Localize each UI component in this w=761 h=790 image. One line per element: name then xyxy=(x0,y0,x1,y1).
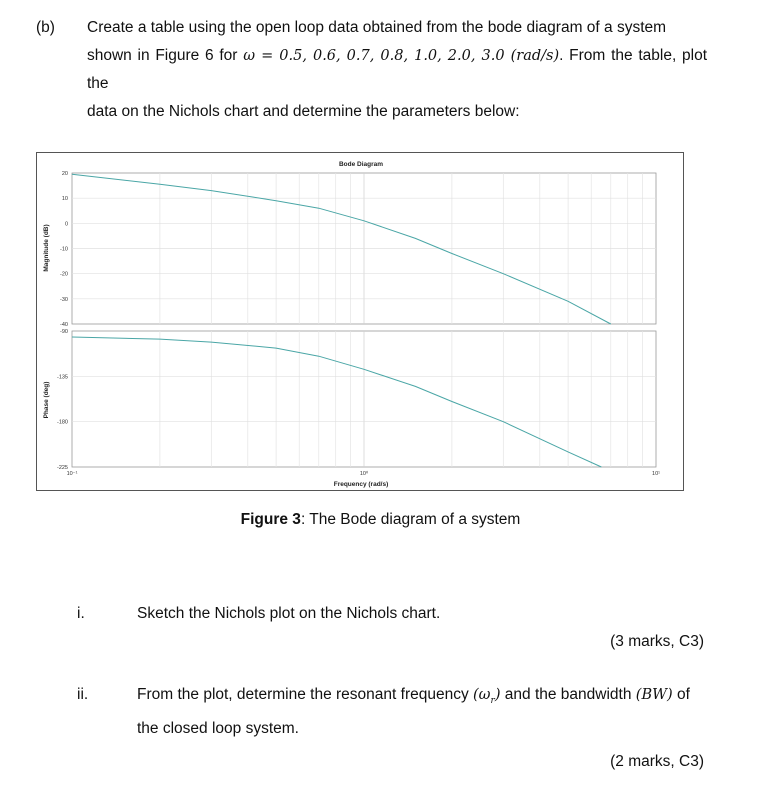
chart-title: Bode Diagram xyxy=(338,161,384,168)
item-2-line-1 xyxy=(137,681,707,715)
bandwidth-symbol: (BW) xyxy=(635,687,673,703)
item-2-text-start: From the plot, determine the resonant frequency xyxy=(137,686,474,703)
phase-tick-label: -135 xyxy=(56,374,68,381)
phase-tick-label: -90 xyxy=(60,329,68,335)
item-2-numeral: ii. xyxy=(77,686,89,703)
omega-expression: ω = 0.5, 0.6, 0.7, 0.8, 1.0, 2.0, 3.0 (rad/s) xyxy=(243,48,560,64)
item-2-line-2: the closed loop system. xyxy=(137,719,299,737)
magnitude-tick-label: 20 xyxy=(61,171,68,177)
frequency-axis-label: Frequency (rad/s) xyxy=(333,481,389,488)
question-line-2-start: shown in Figure 6 for xyxy=(87,47,244,64)
magnitude-tick-label: 10 xyxy=(61,196,68,203)
item-1-numeral: i. xyxy=(77,605,85,622)
question-line-1: Create a table using the open loop data obtained from the bode diagram of a system xyxy=(87,19,667,36)
figure-caption xyxy=(0,511,761,529)
phase-tick-label: -180 xyxy=(56,419,68,426)
omega-r-subscript: r xyxy=(490,695,495,706)
item-2-text xyxy=(137,681,707,743)
question-text xyxy=(87,14,707,126)
magnitude-axis-label: Magnitude (dB) xyxy=(43,224,50,272)
figure-caption-label: Figure 3 xyxy=(240,511,301,528)
bode-figure xyxy=(36,152,684,491)
question-line-2 xyxy=(87,42,707,98)
magnitude-tick-label: -20 xyxy=(60,271,68,278)
part-label: (b) xyxy=(36,19,55,36)
omega-r-close: ) xyxy=(494,687,501,703)
omega-r-open: (ω xyxy=(473,687,491,703)
item-1-marks: (3 marks, C3) xyxy=(610,633,704,650)
figure-caption-text: : The Bode diagram of a system xyxy=(300,511,521,528)
magnitude-tick-label: -40 xyxy=(60,322,68,328)
item-2-text-end: of xyxy=(672,686,690,703)
frequency-tick-label: 10¹ xyxy=(652,471,660,477)
frequency-tick-label: 10⁰ xyxy=(359,471,369,477)
item-1-text: Sketch the Nichols plot on the Nichols chart. xyxy=(137,605,441,622)
magnitude-tick-label: 0 xyxy=(64,221,68,228)
resonant-frequency-symbol xyxy=(473,687,501,706)
magnitude-tick-label: -30 xyxy=(60,296,68,303)
question-line-2-end: . From the table, plot the xyxy=(87,47,707,92)
item-2-marks: (2 marks, C3) xyxy=(610,753,704,770)
frequency-tick-label: 10⁻¹ xyxy=(66,471,78,477)
bode-diagram-chart xyxy=(37,153,683,490)
item-2-text-mid: and the bandwidth xyxy=(500,686,636,703)
phase-tick-label: -225 xyxy=(56,465,68,471)
magnitude-tick-label: -10 xyxy=(60,246,68,253)
phase-axis-label: Phase (deg) xyxy=(43,381,50,419)
question-line-3: data on the Nichols chart and determine the parameters below: xyxy=(87,103,520,120)
